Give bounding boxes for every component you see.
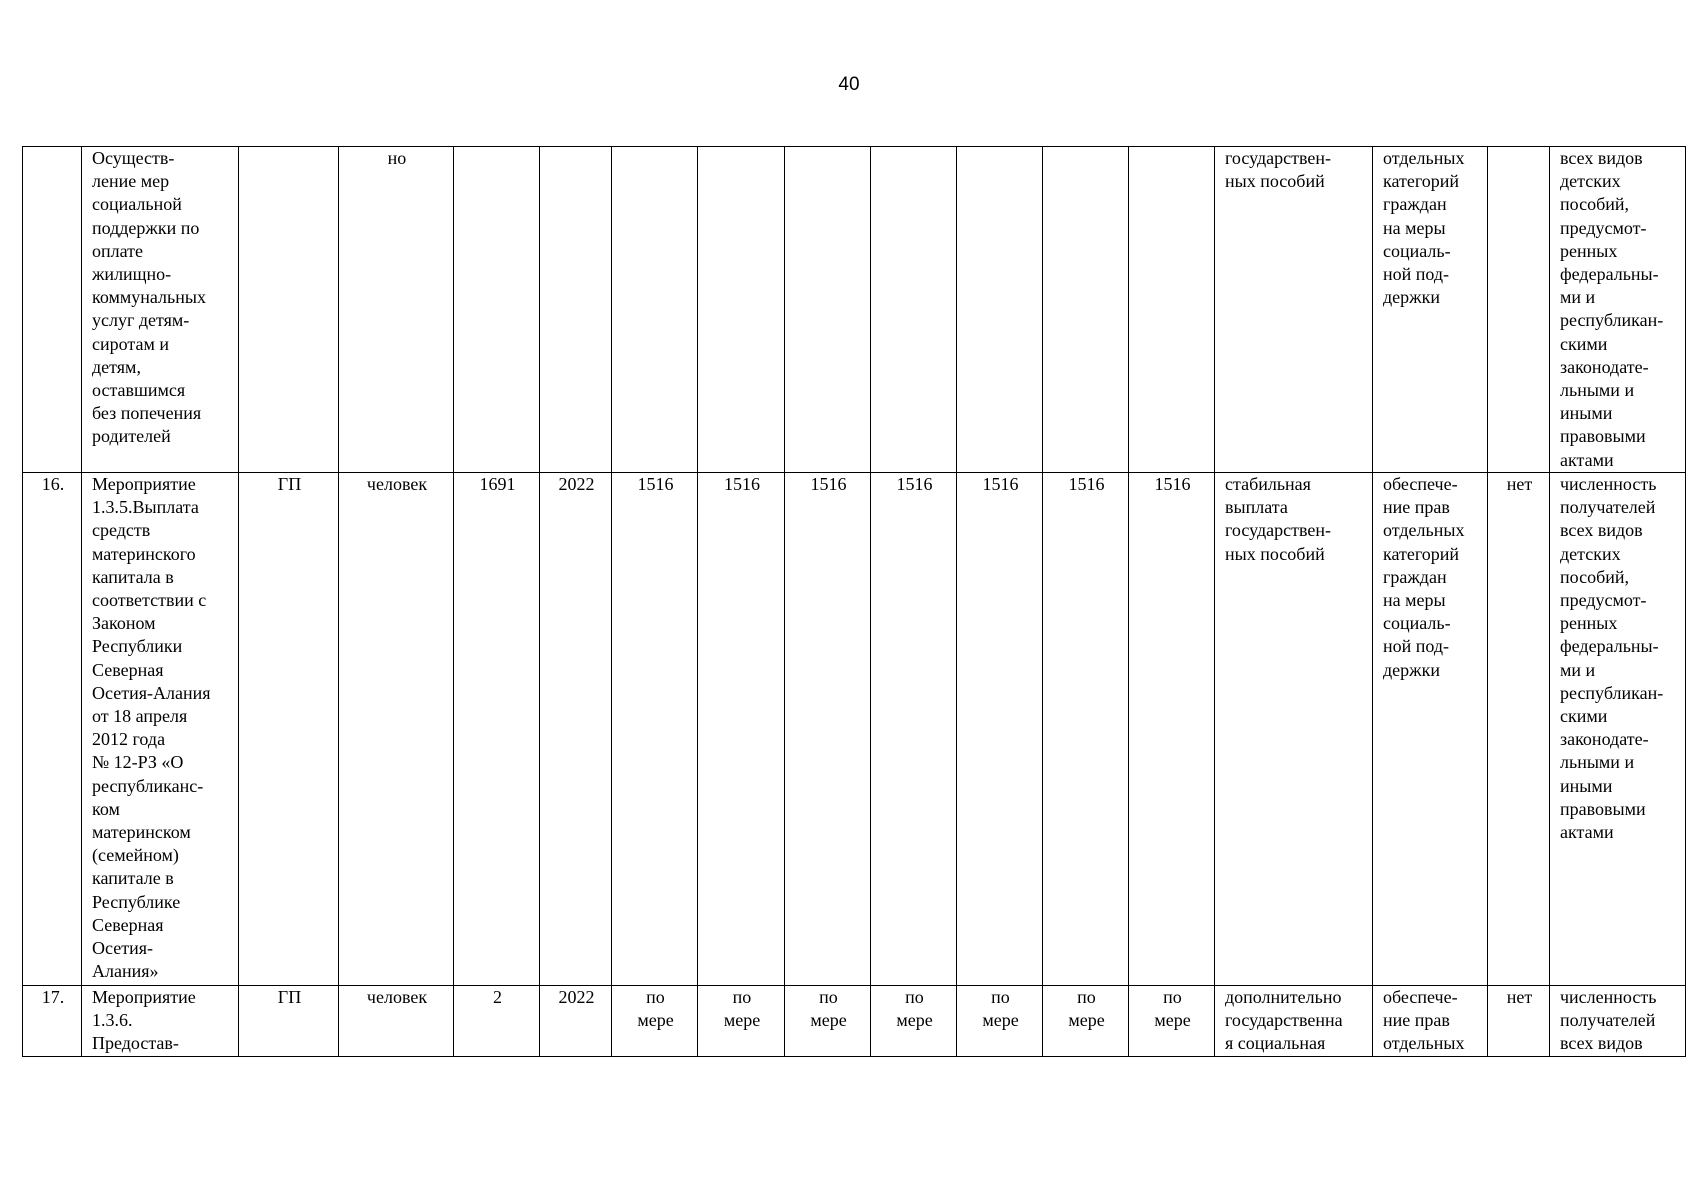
executor: ГП — [239, 986, 339, 1057]
table-row — [23, 986, 1686, 1057]
base-value: 2 — [454, 986, 540, 1057]
year-value — [785, 147, 871, 473]
year-value: по мере — [1043, 986, 1129, 1057]
year-value: по мере — [698, 986, 785, 1057]
row-number: 16. — [23, 473, 82, 986]
base-value: 1691 — [454, 473, 540, 986]
year-value — [612, 147, 698, 473]
year-value — [871, 147, 957, 473]
table-row — [23, 473, 1686, 986]
expected-result: стабильная выплата государствен- ных пособий — [1215, 473, 1373, 986]
year-value: по мере — [957, 986, 1043, 1057]
activity-name: Осуществ- ление мер социальной поддержки по оплате жилищно- коммунальных услуг детям- сиротам и детям, оставшимся без попечения родителей — [82, 147, 239, 473]
base-value — [454, 147, 540, 473]
unit: но — [339, 147, 454, 473]
year-value: по мере — [871, 986, 957, 1057]
indicator: численность получателей всех видов детских пособий, предусмот- ренных федеральны- ми и республикан- скими законодате- льными и иными правовыми актами — [1550, 473, 1686, 986]
year-value — [1129, 147, 1215, 473]
executor: ГП — [239, 473, 339, 986]
activity-name: Мероприятие 1.3.5.Выплата средств материнского капитала в соответствии с Законом Республики Северная Осетия-Алания от 18 апреля 2012 года № 12-РЗ «О республиканс- ком материнском (семейном) капитале в Республике Северная Осетия- Алания» — [82, 473, 239, 986]
base-year: 2022 — [540, 473, 612, 986]
indicator: всех видов детских пособий, предусмот- ренных федеральны- ми и республикан- скими законодате- льными и иными правовыми актами — [1550, 147, 1686, 473]
year-value: по мере — [785, 986, 871, 1057]
year-value: 1516 — [871, 473, 957, 986]
indicator: численность получателей всех видов — [1550, 986, 1686, 1057]
activity-name: Мероприятие 1.3.6. Предостав- — [82, 986, 239, 1057]
page-number: 40 — [838, 74, 860, 95]
unit: человек — [339, 473, 454, 986]
risk: нет — [1488, 473, 1550, 986]
unit: человек — [339, 986, 454, 1057]
relation-to-indicators: обеспече- ние прав отдельных категорий граждан на меры социаль- ной под- держки — [1373, 473, 1488, 986]
year-value: 1516 — [698, 473, 785, 986]
executor — [239, 147, 339, 473]
relation-to-indicators: отдельных категорий граждан на меры социаль- ной под- держки — [1373, 147, 1488, 473]
year-value: 1516 — [612, 473, 698, 986]
relation-to-indicators: обеспече- ние прав отдельных — [1373, 986, 1488, 1057]
row-number — [23, 147, 82, 473]
year-value — [1043, 147, 1129, 473]
year-value: по мере — [1129, 986, 1215, 1057]
program-activities-table — [22, 146, 1686, 1057]
year-value: 1516 — [957, 473, 1043, 986]
year-value: 1516 — [785, 473, 871, 986]
year-value — [698, 147, 785, 473]
year-value: по мере — [612, 986, 698, 1057]
row-number: 17. — [23, 986, 82, 1057]
expected-result: государствен- ных пособий — [1215, 147, 1373, 473]
year-value — [957, 147, 1043, 473]
table-row — [23, 147, 1686, 473]
base-year: 2022 — [540, 986, 612, 1057]
year-value: 1516 — [1129, 473, 1215, 986]
expected-result: дополнительно государственна я социальная — [1215, 986, 1373, 1057]
risk: нет — [1488, 986, 1550, 1057]
base-year — [540, 147, 612, 473]
year-value: 1516 — [1043, 473, 1129, 986]
risk — [1488, 147, 1550, 473]
